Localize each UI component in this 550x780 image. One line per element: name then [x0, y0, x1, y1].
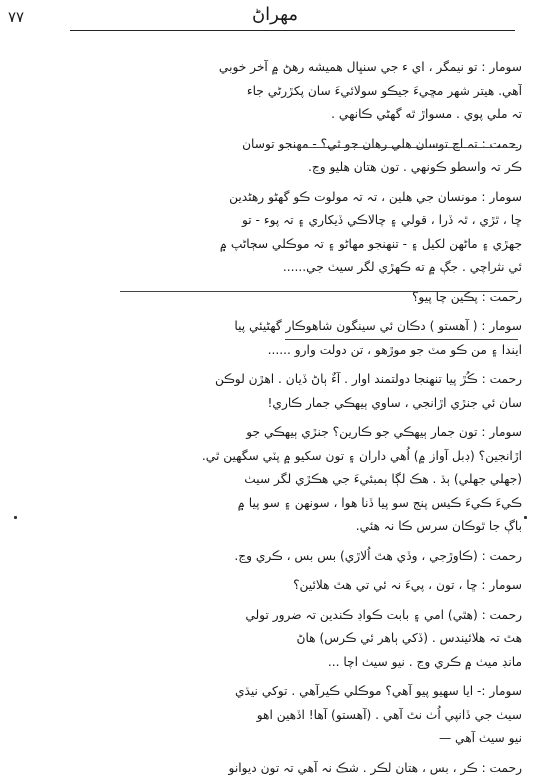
separator-rule: [290, 147, 518, 148]
text-line: باڳ جا ٿوڪان سرس ڪا نہ هئي.: [62, 515, 522, 539]
text-line: رحمت : تہ اڄ توسان هلي رهان جو ٿي؟ - مهنجو توسان: [62, 133, 522, 157]
text-line: آهي. هيتر شهر مڇيءَ جيڪو سولائيءَ سان پکڙرڻي جاء: [62, 80, 522, 104]
text-line: رحمت : (هٿي) امي ۽ بابت ڪواڊ ڪندين تہ ضرور تولي: [62, 604, 522, 628]
text-line: رحمت : ڪُڙ پيا تنهنجا دولتمند اوار . آءٌ ٻاڻ ڏيان . اهڙن لوڪن: [62, 368, 522, 392]
text-line: هٿ تہ هلائيندس . (ڏکي ٻاهر ئي ڪرس) هاڻ: [62, 627, 522, 651]
text-line: تہ ملي پوي . مسواڙ ٿه گهڻي ڪانهي .: [62, 103, 522, 127]
text-line: سومار : تون جمار ٻيهڪي جو ڪارين؟ جنڙي ٻيهڪي جو: [62, 421, 522, 445]
text-line: ڪر تہ واسطو ڪونهي . تون هتان هليو وڃ.: [62, 156, 522, 180]
separator-rule: [120, 291, 518, 292]
text-line: سومار : مونسان جي هلين ، تہ تہ مولوت ڪو گهڻو رهڻدين: [62, 186, 522, 210]
separator-rule: [285, 339, 518, 340]
text-line: ئي نثراچي . جڳ ۾ ته ڪهڙي لگر سيٺ جي......: [62, 256, 522, 280]
text-line: رحمت : ڪر ، بس ، هتان لڪر . شڪ نہ آهي تہ تون ديوانو: [62, 757, 522, 780]
margin-mark: [14, 516, 17, 519]
text-line: ايندا ۽ من ڪو مٽ جو موڙهو ، تن دولت وارو ......: [62, 339, 522, 363]
text-line: ڪيءَ ڪيءَ ڪيس پنج سو پيا ڏنا هوا ، سونهن ۽ سو پيا ۾: [62, 492, 522, 516]
text-line: نيو سيٺ آهي —: [62, 727, 522, 751]
text-line: جهڙي ۽ ماڻهن لکيل ۽ - تنهنجو مهاڻو ۽ تہ موڪلي سڄاڻپ ۾: [62, 233, 522, 257]
text-line: (جهلي جهلي) ٻڌ . هڪ لڳا ٻمبئيءَ جي هڪڙي لگر سيٺ: [62, 468, 522, 492]
text-line: سان ئي جنڙي اڙانجي ، ساوي ٻيهڪي جمار ڪاري!: [62, 392, 522, 416]
page-number: ٧٧: [8, 8, 24, 26]
text-line: رحمت : پڪين چا پيو؟: [62, 286, 522, 310]
dialogue-text: [62, 56, 522, 780]
text-line: رحمت : (ڪاوڙجي ، وڏي هٿ اُلاڙي) بس بس ، ڪري وڃ.: [62, 545, 522, 569]
text-line: مانڊ ميٺ ۾ ڪري وڃ . نيو سيٺ اچا ...: [62, 651, 522, 675]
text-line: سومار : ( آهستو ) دڪان ئي سينگون شاهوڪار گهڻيئي پيا: [62, 315, 522, 339]
running-title: مهراڻ: [240, 4, 310, 25]
text-line: اڙانجين؟ (ڊبل آواز ۾) اُهي داران ۽ تون سکيو ۾ پٽي سگهين ٿي.: [62, 445, 522, 469]
text-line: سومار : تو نيمگر ، اي ء جي سنڀال هميشه رهڻ ۾ آخر خوبي: [62, 56, 522, 80]
text-line: سومار :- ايا سهيو پيو آهي؟ موڪلي ڪيرآهي . توکي نيڌي: [62, 680, 522, 704]
text-line: سومار : ڇا ، تون ، پيءَ نہ ئي تي هٿ هلائين؟: [62, 574, 522, 598]
page-header: [0, 0, 550, 34]
header-rule: [70, 30, 515, 31]
text-line: ڇا ، ٿڙي ، ٿہ ڏرا ، قولي ۽ چالاڪي ڏيکاري ۽ تہ پوء - تو: [62, 209, 522, 233]
text-line: سيٺ جي ڏانپي اُٺ نٿ آهي . (آهستو) آها! اڏهين اهو: [62, 704, 522, 728]
margin-mark: [524, 516, 527, 519]
